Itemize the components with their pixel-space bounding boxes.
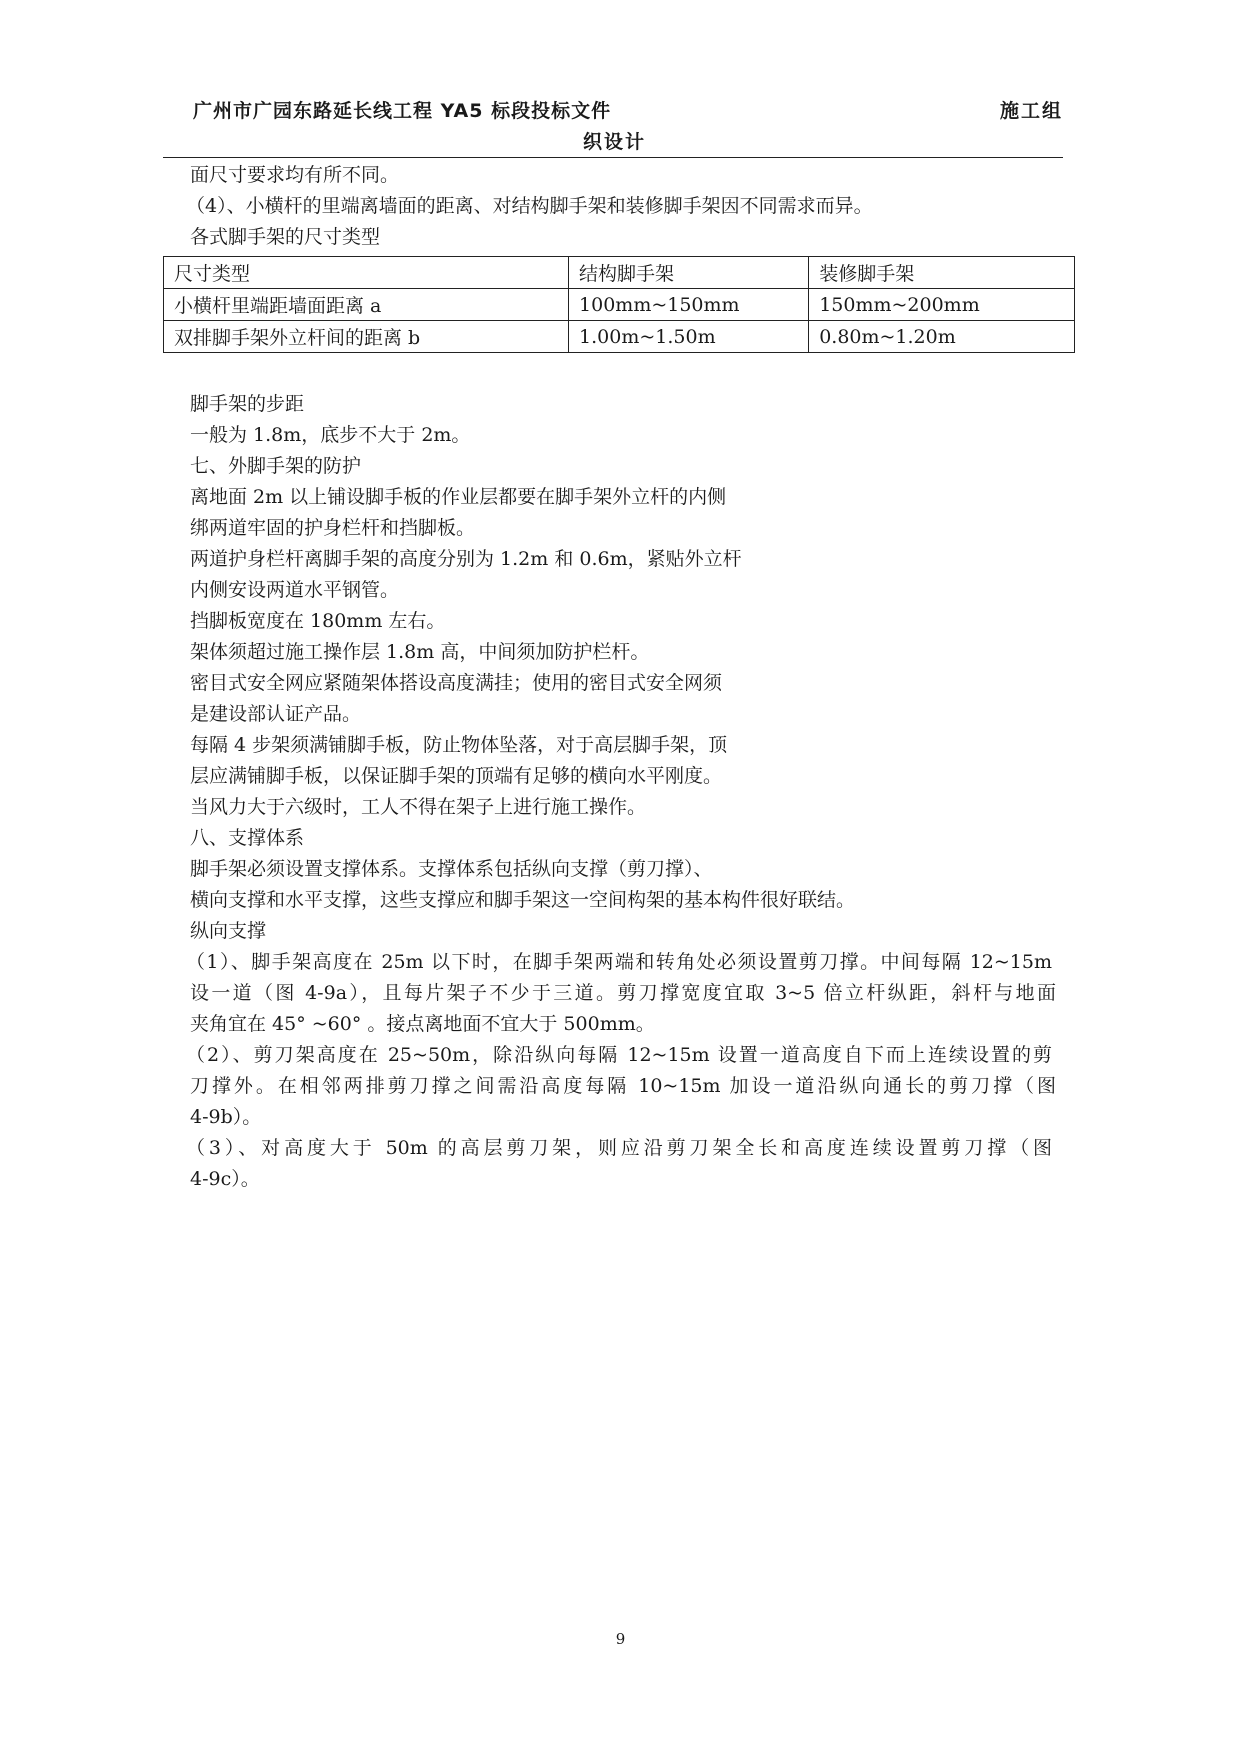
table-row: [164, 321, 1075, 353]
subheading: 纵向支撑: [190, 920, 267, 942]
text-line: 架体须超过施工操作层 1.8m 高，中间须加防护栏杆。: [190, 641, 650, 663]
text-line: 层应满铺脚手板，以保证脚手架的顶端有足够的横向水平刚度。: [190, 765, 723, 787]
text-line: 脚手架必须设置支撑体系。支撑体系包括纵向支撑（剪刀撑）、: [190, 858, 713, 880]
table-row: [164, 289, 1075, 321]
text-line: （4）、小横杆的里端离墙面的距离、对结构脚手架和装修脚手架因不同需求而异。: [186, 195, 873, 217]
table-header-cell: 装修脚手架: [809, 257, 1075, 289]
text-line: 是建设部认证产品。: [190, 703, 362, 725]
text-line: 刀撑外。在相邻两排剪刀撑之间需沿高度每隔 10~15m 加设一道沿纵向通长的剪刀撑（图: [190, 1075, 1056, 1097]
text-line: （3）、对高度大于 50m 的高层剪刀架，则应沿剪刀架全长和高度连续设置剪刀撑（图: [186, 1137, 1052, 1159]
table-cell: 小横杆里端距墙面距离 a: [164, 289, 569, 321]
text-line: （1）、脚手架高度在 25m 以下时，在脚手架两端和转角处必须设置剪刀撑。中间每隔 12~15m: [186, 951, 1052, 973]
subheading: 脚手架的步距: [190, 393, 305, 415]
text-line: 一般为 1.8m，底步不大于 2m。: [190, 424, 471, 446]
page-number: 9: [615, 1630, 626, 1648]
text-line: （2）、剪刀架高度在 25~50m，除沿纵向每隔 12~15m 设置一道高度自下而上连续设置的剪: [186, 1044, 1052, 1066]
intro-section: [186, 160, 1070, 253]
table-cell: 150mm~200mm: [809, 289, 1075, 321]
header-title-right: 施工组: [999, 100, 1063, 122]
main-section: [186, 389, 1070, 1195]
text-line: 离地面 2m 以上铺设脚手板的作业层都要在脚手架外立杆的内侧: [190, 486, 727, 508]
page-header: [163, 93, 1063, 153]
text-line: 夹角宜在 45° ~60° 。接点离地面不宜大于 500mm。: [190, 1013, 655, 1035]
text-line: 绑两道牢固的护身栏杆和挡脚板。: [190, 517, 476, 539]
text-line: 4-9c）。: [190, 1168, 260, 1190]
text-line: 4-9b）。: [190, 1106, 262, 1128]
text-line: 横向支撑和水平支撑，这些支撑应和脚手架这一空间构架的基本构件很好联结。: [190, 889, 856, 911]
text-line: 当风力大于六级时，工人不得在架子上进行施工操作。: [190, 796, 647, 818]
table-cell: 0.80m~1.20m: [809, 321, 1075, 353]
table-cell: 双排脚手架外立杆间的距离 b: [164, 321, 569, 353]
section-heading: 七、外脚手架的防护: [190, 455, 362, 477]
table-header-cell: 结构脚手架: [569, 257, 809, 289]
text-line: 两道护身栏杆离脚手架的高度分别为 1.2m 和 0.6m，紧贴外立杆: [190, 548, 742, 570]
text-line: 内侧安设两道水平钢管。: [190, 579, 400, 601]
text-line: 面尺寸要求均有所不同。: [190, 164, 400, 186]
text-line: 设一道（图 4-9a），且每片架子不少于三道。剪刀撑宽度宜取 3~5 倍立杆纵距，斜杆与地面: [190, 982, 1056, 1004]
scaffold-size-table: [163, 256, 1075, 353]
text-line: 密目式安全网应紧随架体搭设高度满挂；使用的密目式安全网须: [190, 672, 723, 694]
header-divider: [163, 157, 1063, 158]
header-title: 广州市广园东路延长线工程 YA5 标段投标文件: [193, 100, 612, 122]
header-title-continued: 织设计: [583, 131, 647, 153]
table-caption: 各式脚手架的尺寸类型: [190, 226, 381, 248]
text-line: 挡脚板宽度在 180mm 左右。: [190, 610, 446, 632]
text-line: 每隔 4 步架须满铺脚手板，防止物体坠落，对于高层脚手架，顶: [190, 734, 728, 756]
section-heading: 八、支撑体系: [190, 827, 305, 849]
table-header-row: [164, 257, 1075, 289]
table-cell: 100mm~150mm: [569, 289, 809, 321]
table-cell: 1.00m~1.50m: [569, 321, 809, 353]
table-header-cell: 尺寸类型: [164, 257, 569, 289]
